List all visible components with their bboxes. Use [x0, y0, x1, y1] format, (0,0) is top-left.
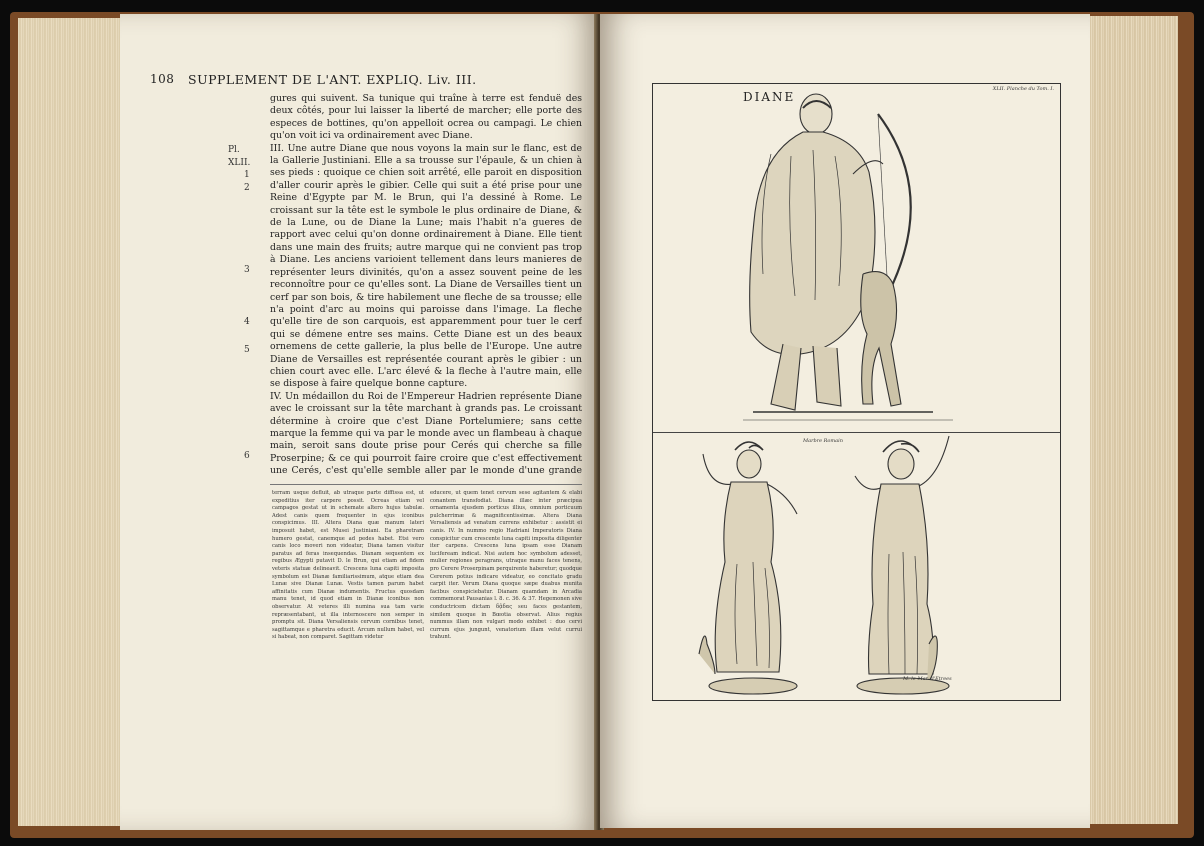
plate-divider: [653, 432, 1060, 433]
footnote-column-left: terram usque defluit, ab utraque parte diffissa est, ut expeditius iter carpere possit. Ocreas etiam vel campagos gestat ut in schemate altero hujus tabulæ. Adest canis quem frequenter in ejus iconibus conspicimus. III. Altera Diana quæ manum lateri imposuit habet, est Musei Justiniani. Ea pharetram humero gestat, canemque ad pedes habet. Etsi vero canis loco moveri non videatur, Diana tamen visitur paratus ad feras insequendas. Dianam sequentem ex regibus Ægypti putavit D. le Brun, qui etiam ad fidem veteris statuæ delineavit. Crescens luna capiti imposita symbolum est Dianæ familiarissimum, atque etiam dea Lunæ sive Dianæ Lunæ. Vestis tamen parum habet affinitatis cum Dianæ indumentis. Fructus quosdam manu tenet, id quod etiam in Dianæ iconibus non observatur. At veteres illi numina sua tam varie repræsentabant, ut illa internoscere non semper in promptu sit. Diana Versaliensis cervum cornibus tenet, sagittamque e pharetra educit. Arcum nullum habet, vel si habeat, non comparet. Sagittam videtur: [272, 490, 424, 641]
footnote-column-right: educere, ut quem tenet cervum sese agitantem & elabi conantem transfodiat. Diana illæc inter præcipua ornamenta ejusdem porticus illius, omnium porticuum pulcherrimæ & magnificentissimæ. Altera Diana Versaliensis ad venatum currens exhibetur : assistit ei canis. IV. In nummo regio Hadriani Imperatoris Diana conspicitur cum crescente luna capiti imposita diligenter iter carpens. Crescens luna ipsam esse Dianam lucifeream indicat. Nisi autem hoc symbolum adesset, mulier regiones peragrans, utraque manu faces tenens, pro Cerere Proserpinam perquirente haberetur; quodque Cererem potius indicare videatur, eo concitato gradu carpit iter. Verum Diana quoque sæpe duabus munita facibus conspiciebatur. Dianam quamdam in Arcadia commemorat Pausanias l. 8. c. 36. & 37. Hegemonen sive conductricem dictam δᾷδας seu faces gestantem, similem quoque in Bœotia observat. Alius regius nummus illam non vulgari modo exhibet : duo cervi currum ejus jungunt, venatorium illam velut currui trahunt.: [430, 490, 582, 641]
plate-title: DIANE: [743, 90, 796, 104]
margin-mark: 4: [244, 317, 250, 327]
margin-mark: Pl.: [228, 145, 240, 155]
margin-mark: 3: [244, 265, 250, 275]
caption-bottom: M. le Mar. d'Etrees: [903, 676, 952, 682]
running-header: [150, 72, 580, 90]
margin-mark: 5: [244, 345, 250, 355]
margin-mark: 2: [244, 183, 250, 193]
main-text: [270, 93, 582, 479]
footnote-rule: [270, 484, 582, 485]
margin-mark: 6: [244, 451, 250, 461]
caption-top: Marbre Romain: [803, 438, 843, 444]
margin-mark: 1: [244, 170, 250, 180]
paragraph: IV. Un médaillon du Roi de l'Empereur Hadrien représente Diane avec le croissant sur la tête marchant à grands pas. Le croissant détermine à croire que c'est Diane Portelumiere; sans cette marque la femme qui va par le monde avec un flambeau à chaque main, seroit sans doute prise pour Cerés qui cherche sa fille Proserpine; & ce qui pourroit faire croire que c'est effectivement une Cerés, c'est qu'elle semble aller par le monde d'une grande: [270, 390, 582, 477]
right-page-edges: [1088, 16, 1178, 824]
paragraph: III. Une autre Diane que nous voyons la main sur le flanc, est de la Gallerie Justiniani. Elle a sa trousse sur l'épaule, & un chien à ses pieds : quoique ce chien soit arrêté, elle paroit en disposition d'aller courir après le gibier. Celle qui suit a été prise pour une Reine d'Egypte par M. le Brun, qui l'a dessiné à Rome. Le croissant sur la tête est le symbole le plus ordinaire de Diane, & de la Lune, ou de Diane la Lune; mais l'habit n'a gueres de rapport avec celui qu'on donne ordinairement à Diane. Elle tient dans une main des fruits; autre marque qui ne convient pas trop à Diane. Les anciens varioient tellement dans leurs manieres de représenter leurs divinités, qu'on a assez souvent peine de les reconnoître pour ce qu'elles sont. La Diane de Versailles tient un cerf par son bois, & tire habilement une fleche de sa trousse; elle n'a point d'arc au moins qui paroisse dans l'image. La fleche qu'elle tire de son carquois, est apparemment pour tuer le cerf qui se démene entre ses mains. Cette Diane est un des beaux ornemens de cette gallerie, la plus belle de l'Europe. Une autre Diane de Versailles est représentée courant après le gibier : un chien court avec elle. L'arc élevé & la fleche à l'autre main, elle se dispose à faire quelque bonne capture.: [270, 142, 582, 390]
diana-statue-illustration: [653, 84, 1060, 432]
page-number: 108: [150, 72, 175, 86]
running-title: SUPPLEMENT DE L'ANT. EXPLIQ. Liv. III.: [188, 72, 477, 87]
diana-front-back-illustration: [653, 434, 1060, 700]
left-page-edges: [18, 18, 126, 826]
paragraph: gures qui suivent. Sa tunique qui traîne à terre est fenduë des deux côtés, pour lui laisser la liberté de marcher; elle porte des especes de bottines, qu'on appelloit ocrea ou campagi. Le chien qu'on voit ici va ordinairement avec Diane.: [270, 93, 582, 142]
plate-number: XLII. Planche du Tom. I.: [992, 86, 1054, 92]
engraving-plate: [652, 83, 1061, 701]
margin-mark: XLII.: [228, 158, 251, 168]
